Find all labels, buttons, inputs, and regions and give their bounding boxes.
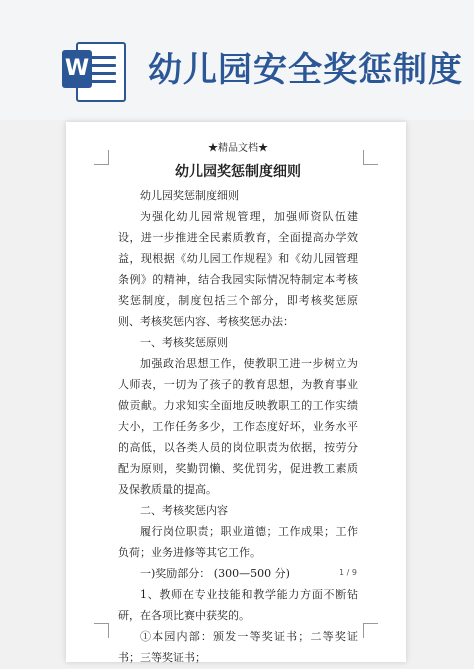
paragraph: 履行岗位职责；职业道德；工作成果；工作负荷；业务进修等其它工作。 (118, 525, 358, 559)
page-title: 幼儿园安全奖惩制度 (148, 50, 463, 90)
document-body (118, 138, 358, 668)
paragraph: 1、教师在专业技能和教学能力方面不断钻研，在各项比赛中获奖的。 (118, 588, 358, 622)
paragraph: ①本园内部：颁发一等奖证书；二等奖证书；三等奖证书； (118, 630, 358, 664)
crop-mark (94, 623, 109, 638)
word-icon-line (88, 64, 116, 67)
word-icon-letter: W (62, 50, 92, 88)
page-number: 1 / 9 (339, 568, 357, 577)
section-heading: 一、考核奖惩原则 (140, 336, 228, 349)
word-icon-line (88, 80, 116, 83)
crop-mark (363, 623, 378, 638)
document-title: 幼儿园奖惩制度细则 (175, 164, 301, 180)
paragraph: 为强化幼儿园常规管理，加强师资队伍建设，进一步推进全民素质教育，全面提高办学效益，现根据《幼儿园工作规程》和《幼儿园管理条例》的精神，结合我园实际情况特制定本考核奖惩制度，制度包括三个部分，即考核奖惩原则、考核奖惩内容、考核奖惩办法： (118, 210, 358, 328)
document-page (66, 122, 406, 662)
word-document-icon (58, 36, 126, 104)
word-icon-line (88, 72, 116, 75)
word-icon-line (88, 56, 116, 59)
paragraph: 一)奖励部分： (300—500 分) (140, 567, 290, 580)
document-subtitle: 幼儿园奖惩制度细则 (140, 189, 239, 202)
top-label: ★精品文档★ (208, 143, 268, 154)
header-banner (0, 0, 474, 120)
crop-mark (363, 150, 378, 165)
paragraph: 加强政治思想工作，使教职工进一步树立为人师表，一切为了孩子的教育思想，为教育事业做贡献。力求知实全面地反映教职工的工作实绩大小，工作任务多少，工作态度好坏，业务水平的高低，以各类人员的岗位职责为依据，按劳分配为原则，奖勤罚懒、奖优罚劣，促进教工素质及保教质量的提高。 (118, 357, 358, 496)
crop-mark (94, 150, 109, 165)
section-heading: 二、考核奖惩内容 (140, 504, 228, 517)
